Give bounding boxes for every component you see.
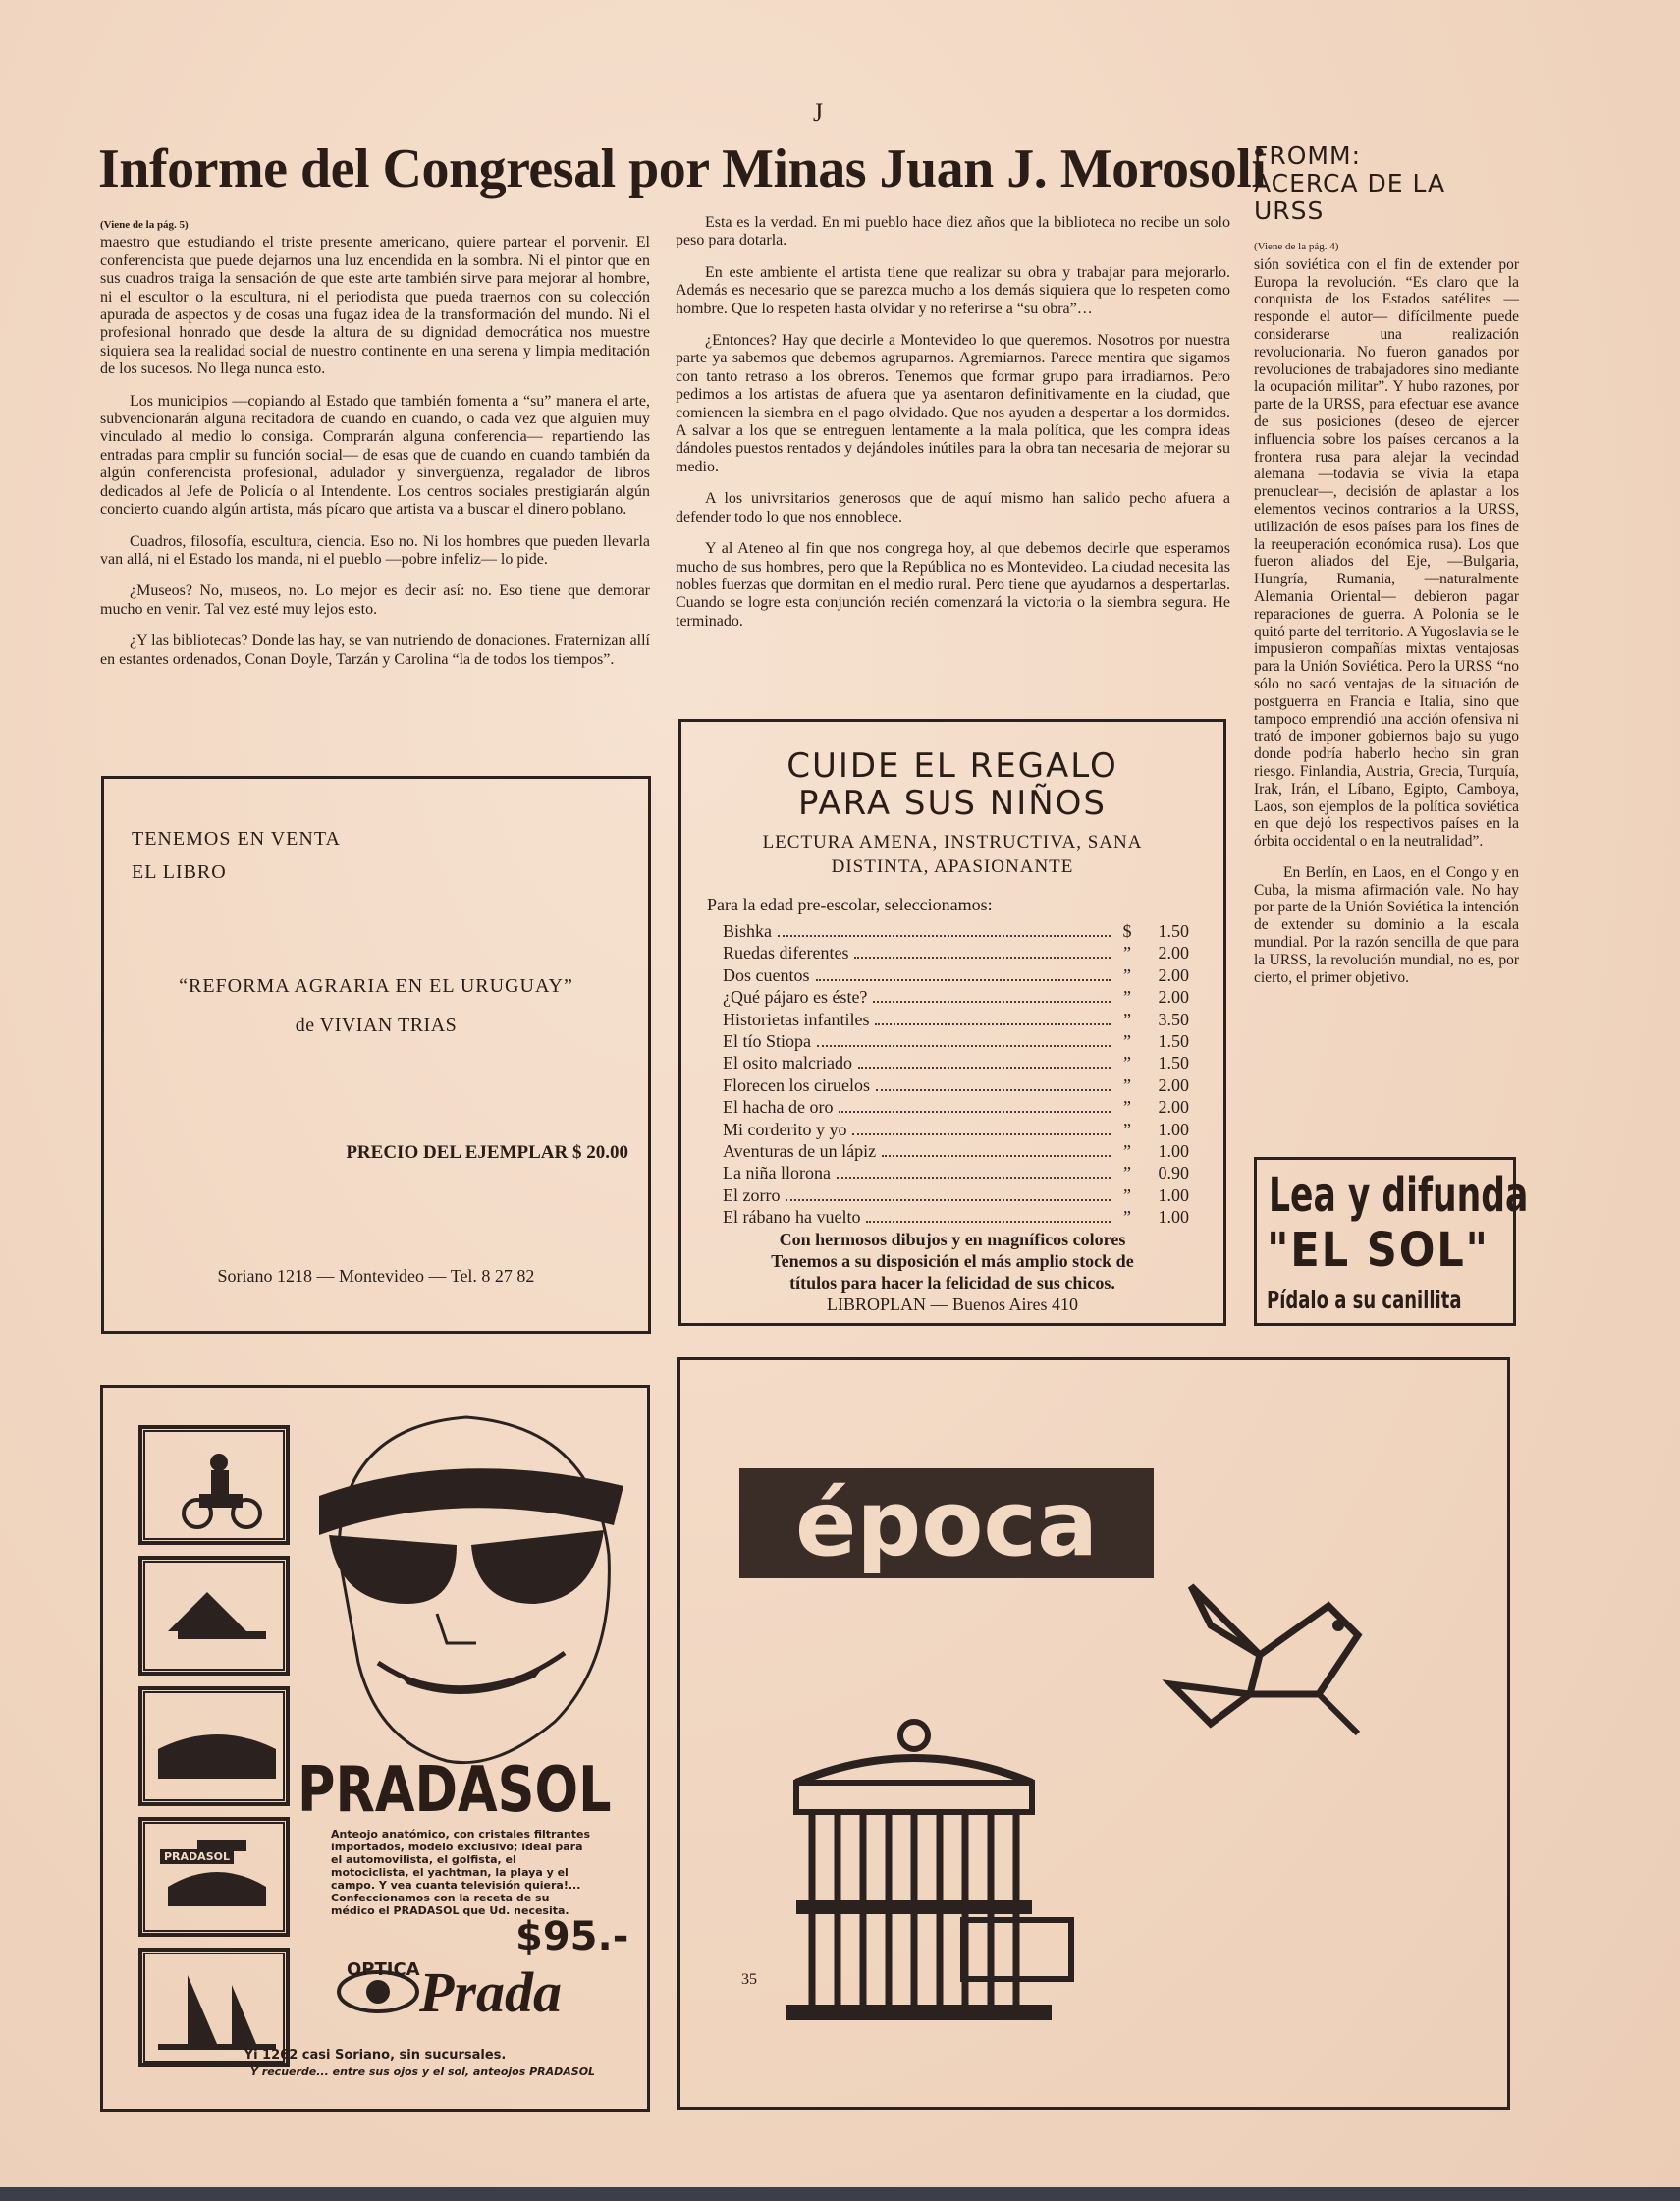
book-title: Historietas infantiles xyxy=(723,1009,870,1029)
currency-mark: ” xyxy=(1123,1074,1131,1095)
book-price: 1.00 xyxy=(1158,1141,1189,1162)
book-price: PRECIO DEL EJEMPLAR $ 20.00 xyxy=(346,1142,628,1163)
bird-illustration xyxy=(1152,1567,1387,1743)
book-price: 2.00 xyxy=(1158,987,1189,1008)
currency-mark: ” xyxy=(1123,1141,1131,1162)
libroplan-intro: Para la edad pre-escolar, seleccionamos: xyxy=(707,895,993,914)
side-article xyxy=(1254,142,1519,1000)
book-list-item xyxy=(723,1119,1189,1140)
pradasol-tagline: Y recuerde... entre sus ojos y el sol, anteojos PRADASOL xyxy=(250,2065,596,2078)
leader-dots xyxy=(816,979,1111,981)
ad-line: TENEMOS EN VENTA xyxy=(132,828,341,850)
paragraph: ¿Museos? No, museos, no. Lo mejor es decir así: no. Eso tiene que demorar mucho en venir. Tal vez esté muy lejos esto. xyxy=(100,582,650,618)
libroplan-ad xyxy=(678,719,1226,1326)
book-list-item xyxy=(723,1030,1189,1052)
currency-mark: ” xyxy=(1123,1207,1131,1228)
book-price: 1.50 xyxy=(1158,921,1189,941)
book-list-item xyxy=(723,964,1189,986)
book-price: 3.50 xyxy=(1158,1009,1189,1029)
paragraph: Los municipios —copiando al Estado que también fomenta a “su” manera el arte, subvencionarán alguna recitadora de cuando en cuando, o cada vez que alguien muy vinculado al medio lo consiga. Comprarán alguna conferencia— repartiendo las entradas para cmplir su función social— de esas que de cuando en cuando también da algún conferencista profesional, adulador y sinvergüenza, regalador de libros dedicados al Jefe de Policía o al Intendente. Los centros sociales prestigiarán algún concierto cuando algún artista, más pícaro que artista va a buscar el dinero poblano. xyxy=(100,392,650,519)
book-title: La niña llorona xyxy=(723,1163,831,1183)
book-price: 2.00 xyxy=(1158,1097,1189,1118)
leader-dots xyxy=(837,1177,1111,1179)
article-column-2 xyxy=(676,214,1230,644)
leader-dots xyxy=(852,1133,1111,1135)
book-ad xyxy=(101,776,651,1334)
leader-dots xyxy=(839,1111,1111,1113)
paragraph: Y al Ateneo al fin que nos congrega hoy, al que debemos decirle que esperamos mucho de sus hombres, pero que la República no es Montevideo. La ciudad necesita las nobles fuerzas que dormitan en el medio rural. Pero tiene que ayudarnos a despertarlas. Cuando se logre esta conjunción recién comenzará la victoria o la siembra segura. He terminado. xyxy=(676,540,1230,630)
pradasol-ad xyxy=(100,1385,650,2112)
paragraph: Esta es la verdad. En mi pueblo hace diez años que la biblioteca no recibe un solo peso para dotarla. xyxy=(676,214,1230,249)
pradasol-description: Anteojo anatómico, con cristales filtrantes importados, modelo exclusivo; ideal para el automovilista, el golfista, el motociclista, el yachtman, la playa y el campo. Y vea cuanta televisión quiera!... Confeccionamos con la receta de su médico el PRADASOL que Ud. necesita. xyxy=(331,1828,591,1917)
libroplan-title: CUIDE EL REGALO PARA SUS NIÑOS xyxy=(786,746,1118,823)
pradasol-brand: PRADASOL xyxy=(298,1754,612,1827)
book-title: El tío Stiopa xyxy=(723,1031,811,1052)
page-number: 35 xyxy=(741,1971,757,1988)
el-sol-line: Pídalo a su canillita xyxy=(1267,1286,1462,1314)
book-address: Soriano 1218 — Montevideo — Tel. 8 27 82 xyxy=(217,1266,535,1286)
leader-dots xyxy=(875,1023,1111,1025)
paragraph: Cuadros, filosofía, escultura, ciencia. Eso no. Ni los hombres que pueden llevarla van allá, ni el Estado los manda, ni el pueblo —pobre infeliz— lo pide. xyxy=(100,532,650,568)
currency-mark: ” xyxy=(1123,1163,1131,1183)
libroplan-footer: Con hermosos dibujos y en magníficos colores Tenemos a su disposición el más amplio stock de títulos para hacer la felicidad de sus chicos. LIBROPLAN — Buenos Aires 410 xyxy=(771,1230,1134,1314)
paragraph: En Berlín, en Laos, en el Congo y en Cuba, la misma afirmación vale. No hay por parte de la Unión Soviética la intención de extender su dominio a la escala mundial. Por la razón sencilla de que para la URSS, la revolución mundial, no es, por cierto, el primer objetivo. xyxy=(1254,863,1519,986)
birdcage-illustration xyxy=(777,1714,1091,2038)
book-title: “REFORMA AGRARIA EN EL URUGUAY” xyxy=(179,975,573,997)
paragraph: maestro que estudiando el triste presente americano, quiere partear el porvenir. El conferencista que puede dejarnos una luz encendida en la sombra. Ni el pintor que en sus cuadros traiga la sensación de que este arte también sirve para mejorar al hombre, ni el escultor o la escultura, ni el periodista que pueda traernos con su colección apurada de aspectos y de cosas una fugaz idea de la transformación del mundo. Ni el profesional honrado que desde la altura de su dignidad democrática nos muestre siquiera sea la realidad social de nuestro continente en una serena y limpia meditación de los sucesos. No llega nunca esto. xyxy=(100,234,650,378)
currency-mark: ” xyxy=(1123,1119,1131,1139)
leader-dots xyxy=(858,1067,1111,1069)
ad-line: EL LIBRO xyxy=(132,861,227,883)
book-list-item xyxy=(723,1096,1189,1118)
book-title: El zorro xyxy=(723,1184,781,1205)
currency-mark: ” xyxy=(1123,1097,1131,1118)
book-list-item xyxy=(723,1052,1189,1073)
book-price: 2.00 xyxy=(1158,964,1189,985)
book-price: 1.00 xyxy=(1158,1119,1189,1139)
currency-mark: ” xyxy=(1123,987,1131,1008)
continuation-note: (Viene de la pág. 5) xyxy=(100,219,189,231)
book-price: 0.90 xyxy=(1158,1163,1189,1183)
paragraph: ¿Y las bibliotecas? Donde las hay, se van nutriendo de donaciones. Fraternizan allí en estantes ordenados, Conan Doyle, Tarzán y Carolina “la de todos los tiempos”. xyxy=(100,633,650,668)
book-author: de VIVIAN TRIAS xyxy=(295,1015,458,1036)
book-title: Mi corderito y yo xyxy=(723,1119,847,1139)
book-title: Aventuras de un lápiz xyxy=(723,1141,877,1162)
el-sol-line: Lea y difunda xyxy=(1269,1168,1529,1223)
book-title: Bishka xyxy=(723,921,773,941)
book-list-item xyxy=(723,1074,1189,1096)
el-sol-line: "EL SOL" xyxy=(1267,1223,1490,1278)
book-title: Florecen los ciruelos xyxy=(723,1074,870,1095)
leader-dots xyxy=(876,1089,1111,1091)
book-list-item xyxy=(723,986,1189,1008)
currency-mark: ” xyxy=(1123,1031,1131,1052)
el-sol-ad xyxy=(1254,1157,1529,1326)
book-title: Ruedas diferentes xyxy=(723,943,849,963)
book-list-item xyxy=(723,1162,1189,1183)
paragraph: A los univrsitarios generosos que de aquí mismo han salido pecho afuera a defender todo lo que nos ennoblece. xyxy=(676,490,1230,525)
book-price: 1.00 xyxy=(1158,1184,1189,1205)
pradasol-small-brand: PRADASOL xyxy=(160,1849,234,1864)
book-title: Dos cuentos xyxy=(723,964,810,985)
book-price: 1.50 xyxy=(1158,1053,1189,1073)
page-edge xyxy=(0,2187,1680,2201)
book-list-item xyxy=(723,1140,1189,1162)
epoca-logo-text: época xyxy=(794,1471,1099,1576)
book-title: El rábano ha vuelto xyxy=(723,1207,861,1228)
pradasol-price: $95.- xyxy=(515,1914,629,1959)
leader-dots xyxy=(778,935,1111,937)
article-column-1 xyxy=(100,216,650,683)
paragraph: ¿Entonces? Hay que decirle a Montevideo lo que queremos. Nosotros por nuestra parte ya sabemos que debemos agruparnos. Agremiarnos. Parece mentira que sigamos con tanto retraso a los obreros. Tenemos que formar grupo para irradiarnos. Pero pedimos a los artistas de afuera que ya asentaron definitivamente en la ciudad, que comiencen la siembra en el pago olvidado. Que nos ayuden a despertar a los dormidos. A salvar a los que se entreguen lentamente a la mala política, que les compra ideas dándoles puestos rentados y dejándoles inútiles para la obra tan necesaria de mejorar su medio. xyxy=(676,332,1230,475)
leader-dots xyxy=(817,1045,1111,1047)
libroplan-subtitle: LECTURA AMENA, INSTRUCTIVA, SANA DISTINTA, APASIONANTE xyxy=(762,832,1143,877)
leader-dots xyxy=(866,1221,1111,1223)
pradasol-address: Yi 1262 casi Soriano, sin sucursales. xyxy=(244,2048,507,2063)
currency-mark: ” xyxy=(1123,1009,1131,1029)
leader-dots xyxy=(786,1199,1111,1201)
book-price: 1.00 xyxy=(1158,1207,1189,1228)
currency-mark: ” xyxy=(1123,1184,1131,1205)
sunglasses-face-illustration xyxy=(299,1407,633,1781)
book-list-item xyxy=(723,920,1189,942)
paragraph: sión soviética con el fin de extender por Europa la revolución. “Es claro que la conquista de los Estados satélites —responde el autor— difícilmente puede considerarse una realización revolucionaria. No fueron ganados por revoluciones de trabajadores sino mediante la ocupación militar”. Y hubo razones, por parte de la URSS, para efectuar ese avance de sus posiciones (deseo de ejercer influencia sobre los países cercanos a la frontera rusa para alejar la vecindad alemana —todavía se vivía la etapa prenuclear—, decisión de aplastar a los elementos vecinos contrarios a la URSS, utilización de esos países para los fines de la reeuperación económica rusa). Los que fueron aliados del Eje, —Bulgaria, Hungría, Rumania, —naturalmente Alemania Oriental— debieron pagar reparaciones de guerra. A Polonia se le quitó parte del territorio. A Yugoslavia se le impusieron compañías mixtas ventajosas para la Unión Soviética. Pero la URSS “no sólo no sacó ventajas de la situación de postguerra en Francia e Italia, sino que tampoco emprendió una acción ofensiva ni trató de imponer gobiernos bajo su yugo donde podría haberlo hecho sin gran riesgo. Finlandia, Austria, Grecia, Turquía, Irak, Irán, el Líbano, Egipto, Camboya, Laos, son ejemplos de la política soviética en que dejó los respectivos países en la órbita occidental o en la neutralidad”. xyxy=(1254,255,1519,851)
article-headline: Informe del Congresal por Minas Juan J. Morosoli xyxy=(98,138,1267,199)
prada-logo: Prada xyxy=(419,1960,562,2024)
book-price: 2.00 xyxy=(1158,1074,1189,1095)
pradasol-thumbnails xyxy=(138,1425,296,2103)
book-title: El hacha de oro xyxy=(723,1097,834,1118)
currency-mark: ” xyxy=(1123,943,1131,963)
book-list-item xyxy=(723,1206,1189,1228)
leader-dots xyxy=(854,957,1111,959)
book-list-item xyxy=(723,1184,1189,1206)
side-article-title: FROMM: ACERCA DE LA URSS xyxy=(1254,141,1446,225)
book-price: 1.50 xyxy=(1158,1031,1189,1052)
book-list-item xyxy=(723,1009,1189,1030)
book-price: 2.00 xyxy=(1158,943,1189,963)
continuation-note: (Viene de la pág. 4) xyxy=(1254,241,1339,252)
book-list-item xyxy=(723,942,1189,963)
optica-label: OPTICA xyxy=(347,1959,420,1980)
leader-dots xyxy=(882,1155,1111,1157)
epoca-ad xyxy=(677,1357,1510,2110)
libroplan-book-list xyxy=(723,920,1189,1229)
currency-mark: ” xyxy=(1123,964,1131,985)
leader-dots xyxy=(873,1001,1111,1003)
page-mark: J xyxy=(813,98,824,127)
book-title: El osito malcriado xyxy=(723,1053,852,1073)
paragraph: En este ambiente el artista tiene que realizar su obra y trabajar para mejorarlo. Además es necesario que se parezca mucho a los demás siquiera que lo respeten como hombre. Que lo respeten hasta olvidar y no referirse a “su obra”… xyxy=(676,263,1230,317)
currency-mark: ” xyxy=(1123,1053,1131,1073)
book-title: ¿Qué pájaro es éste? xyxy=(723,987,868,1008)
epoca-logo xyxy=(739,1468,1154,1578)
currency-mark: $ xyxy=(1122,921,1132,941)
